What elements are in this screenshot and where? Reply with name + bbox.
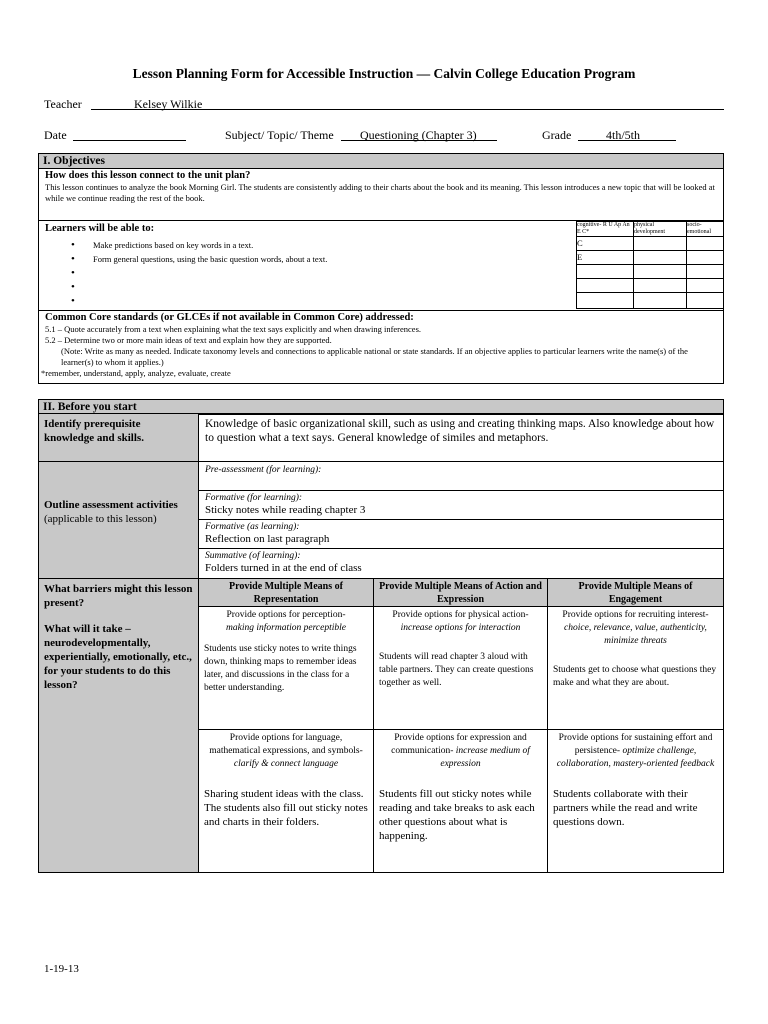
- udl-prompt: Provide options for perception-: [226, 610, 346, 620]
- tax-cell[interactable]: [634, 293, 687, 309]
- udl-answer[interactable]: Students collaborate with their partners while the read and write questions down.: [553, 788, 698, 828]
- barriers-cell: [38, 578, 199, 873]
- udl-prompt-italic: increase options for interaction: [400, 623, 521, 633]
- udl-prompt: Provide options for language, mathematical expressions, and symbols-: [209, 733, 363, 756]
- learner-item[interactable]: [63, 281, 563, 295]
- tax-cell[interactable]: [687, 251, 724, 265]
- summative-value[interactable]: Folders turned in at the end of class: [205, 562, 362, 574]
- udl-header-engagement: Provide Multiple Means of Engagement: [547, 578, 724, 607]
- udl-answer[interactable]: Sharing student ideas with the class. The students also fill out sticky notes and charts in their folders.: [204, 788, 368, 828]
- objectives-footnote: *remember, understand, apply, analyze, evaluate, create: [41, 368, 231, 378]
- tax-cell[interactable]: [634, 265, 687, 279]
- udl-prompt-italic: choice, relevance, value, authenticity, minimize threats: [564, 623, 707, 646]
- formative-for-value[interactable]: Sticky notes while reading chapter 3: [205, 504, 366, 516]
- take-label: What will it take – neurodevelopmentally, experientially, emotionally, etc., for your students to do this lesson?: [44, 623, 192, 691]
- prereq-value[interactable]: Knowledge of basic organizational skill, such as using and creating thinking maps. Also knowledge about how to question what a text says. General knowledge of similes and metaphors.: [198, 413, 724, 462]
- tax-cell[interactable]: [634, 237, 687, 251]
- pre-assessment-cell[interactable]: [198, 461, 724, 491]
- assess-label: Outline assessment activities: [44, 499, 178, 511]
- udl-prompt: Provide options for recruiting interest-: [562, 610, 709, 620]
- grade-value[interactable]: 4th/5th: [606, 128, 641, 142]
- learners-heading: Learners will be able to:: [45, 223, 155, 234]
- udl-prompt: Provide options for expression and communication-: [391, 733, 527, 756]
- standard-item[interactable]: 5.2 – Determine two or more main ideas of text and explain how they are supported.: [45, 335, 332, 345]
- learners-list: [63, 239, 563, 309]
- tax-cell[interactable]: [634, 251, 687, 265]
- learner-item[interactable]: • Form general questions, using the basic question words, about a text.: [63, 253, 563, 267]
- tax-cell[interactable]: C: [577, 237, 634, 251]
- tax-cell[interactable]: [687, 279, 724, 293]
- date-label: Date: [44, 128, 67, 142]
- before-heading: II. Before you start: [39, 400, 723, 415]
- udl-prompt: Provide options for sustaining effort and persistence-: [558, 733, 713, 756]
- udl-prompt-italic: optimize challenge, collaboration, mastery-oriented feedback: [556, 746, 715, 769]
- udl-header-representation: Provide Multiple Means of Representation: [198, 578, 374, 607]
- subject-value[interactable]: Questioning (Chapter 3): [360, 128, 477, 142]
- connect-block: [39, 169, 723, 221]
- connect-answer[interactable]: This lesson continues to analyze the book Morning Girl. The students are consistently adding to their charts about the book and its meaning. This lesson introduces a new topic that will be looked at while we continue reading the rest of the book.: [45, 182, 715, 203]
- common-core-heading: Common Core standards (or GLCEs if not available in Common Core) addressed:: [45, 312, 414, 323]
- formative-for-cell[interactable]: [198, 490, 724, 520]
- summative-cell[interactable]: [198, 548, 724, 579]
- udl-r1-engagement[interactable]: [547, 606, 724, 730]
- connect-question: How does this lesson connect to the unit plan?: [45, 170, 251, 181]
- udl-header-action: Provide Multiple Means of Action and Expression: [373, 578, 548, 607]
- footer-date: 1-19-13: [44, 963, 79, 975]
- assess-label-cell: [38, 461, 199, 579]
- udl-r2-representation[interactable]: [198, 729, 374, 873]
- tax-cell[interactable]: [687, 237, 724, 251]
- learners-block: [39, 221, 723, 311]
- formative-as-label: Formative (as learning):: [205, 522, 300, 532]
- learner-item[interactable]: [63, 295, 563, 309]
- udl-prompt: Provide options for physical action-: [392, 610, 529, 620]
- tax-cell[interactable]: [577, 265, 634, 279]
- tax-cell[interactable]: [687, 293, 724, 309]
- tax-cell[interactable]: E: [577, 251, 634, 265]
- udl-answer[interactable]: Students get to choose what questions they make and what they are about.: [553, 665, 717, 688]
- formative-for-label: Formative (for learning):: [205, 493, 303, 503]
- teacher-label: Teacher: [44, 97, 82, 111]
- grade-label: Grade: [542, 128, 572, 142]
- udl-prompt-italic: making information perceptible: [226, 623, 346, 633]
- tax-cell[interactable]: [634, 279, 687, 293]
- date-field[interactable]: [73, 140, 186, 141]
- udl-prompt-italic: increase medium of expression: [440, 746, 530, 769]
- udl-answer[interactable]: Students will read chapter 3 aloud with table partners. They can create questions together as well.: [379, 652, 534, 688]
- formative-as-cell[interactable]: [198, 519, 724, 549]
- taxonomy-table: [576, 221, 724, 309]
- barriers-label: What barriers might this lesson present?: [44, 583, 193, 609]
- udl-r1-representation[interactable]: [198, 606, 374, 730]
- standard-item[interactable]: 5.1 – Quote accurately from a text when explaining what the text says explicitly and when drawing inferences.: [45, 324, 422, 334]
- udl-answer[interactable]: Students fill out sticky notes while reading and take breaks to ask each other questions about what is happening.: [379, 788, 535, 842]
- udl-prompt-italic: clarify & connect language: [233, 759, 339, 769]
- formative-as-value[interactable]: Reflection on last paragraph: [205, 533, 330, 545]
- udl-r2-engagement[interactable]: [547, 729, 724, 873]
- tax-cell[interactable]: [687, 265, 724, 279]
- pre-assessment-label: Pre-assessment (for learning):: [205, 465, 322, 475]
- objectives-section: [38, 153, 724, 384]
- objectives-heading: I. Objectives: [39, 154, 723, 169]
- udl-r2-action[interactable]: [373, 729, 548, 873]
- tax-header-socio: socio-emotional: [687, 222, 724, 237]
- udl-r1-action[interactable]: [373, 606, 548, 730]
- subject-label: Subject/ Topic/ Theme: [225, 128, 334, 142]
- objectives-note: (Note: Write as many as needed. Indicate taxonomy levels and connections to applicable national or state standards. If an objective applies to particular learners write the name(s) of the learner(s) to whom it applies.): [61, 346, 688, 367]
- learner-item[interactable]: • Make predictions based on key words in a text.: [63, 239, 563, 253]
- assess-sub: (applicable to this lesson): [44, 513, 157, 525]
- tax-cell[interactable]: [577, 279, 634, 293]
- learner-item[interactable]: [63, 267, 563, 281]
- common-core-block: [39, 311, 723, 379]
- tax-header-physical: physical development: [634, 222, 687, 237]
- udl-answer[interactable]: Students use sticky notes to write things down, thinking maps to remember ideas later, and discussions in the class for a better understanding.: [204, 644, 357, 693]
- summative-label: Summative (of learning):: [205, 551, 301, 561]
- prereq-label: Identify prerequisite knowledge and skills.: [38, 413, 199, 462]
- teacher-value[interactable]: Kelsey Wilkie: [134, 97, 203, 111]
- tax-header-cognitive: cognitive- R U Ap An E C*: [577, 222, 634, 237]
- page-title: Lesson Planning Form for Accessible Instruction — Calvin College Education Program: [132, 66, 636, 81]
- tax-cell[interactable]: [577, 293, 634, 309]
